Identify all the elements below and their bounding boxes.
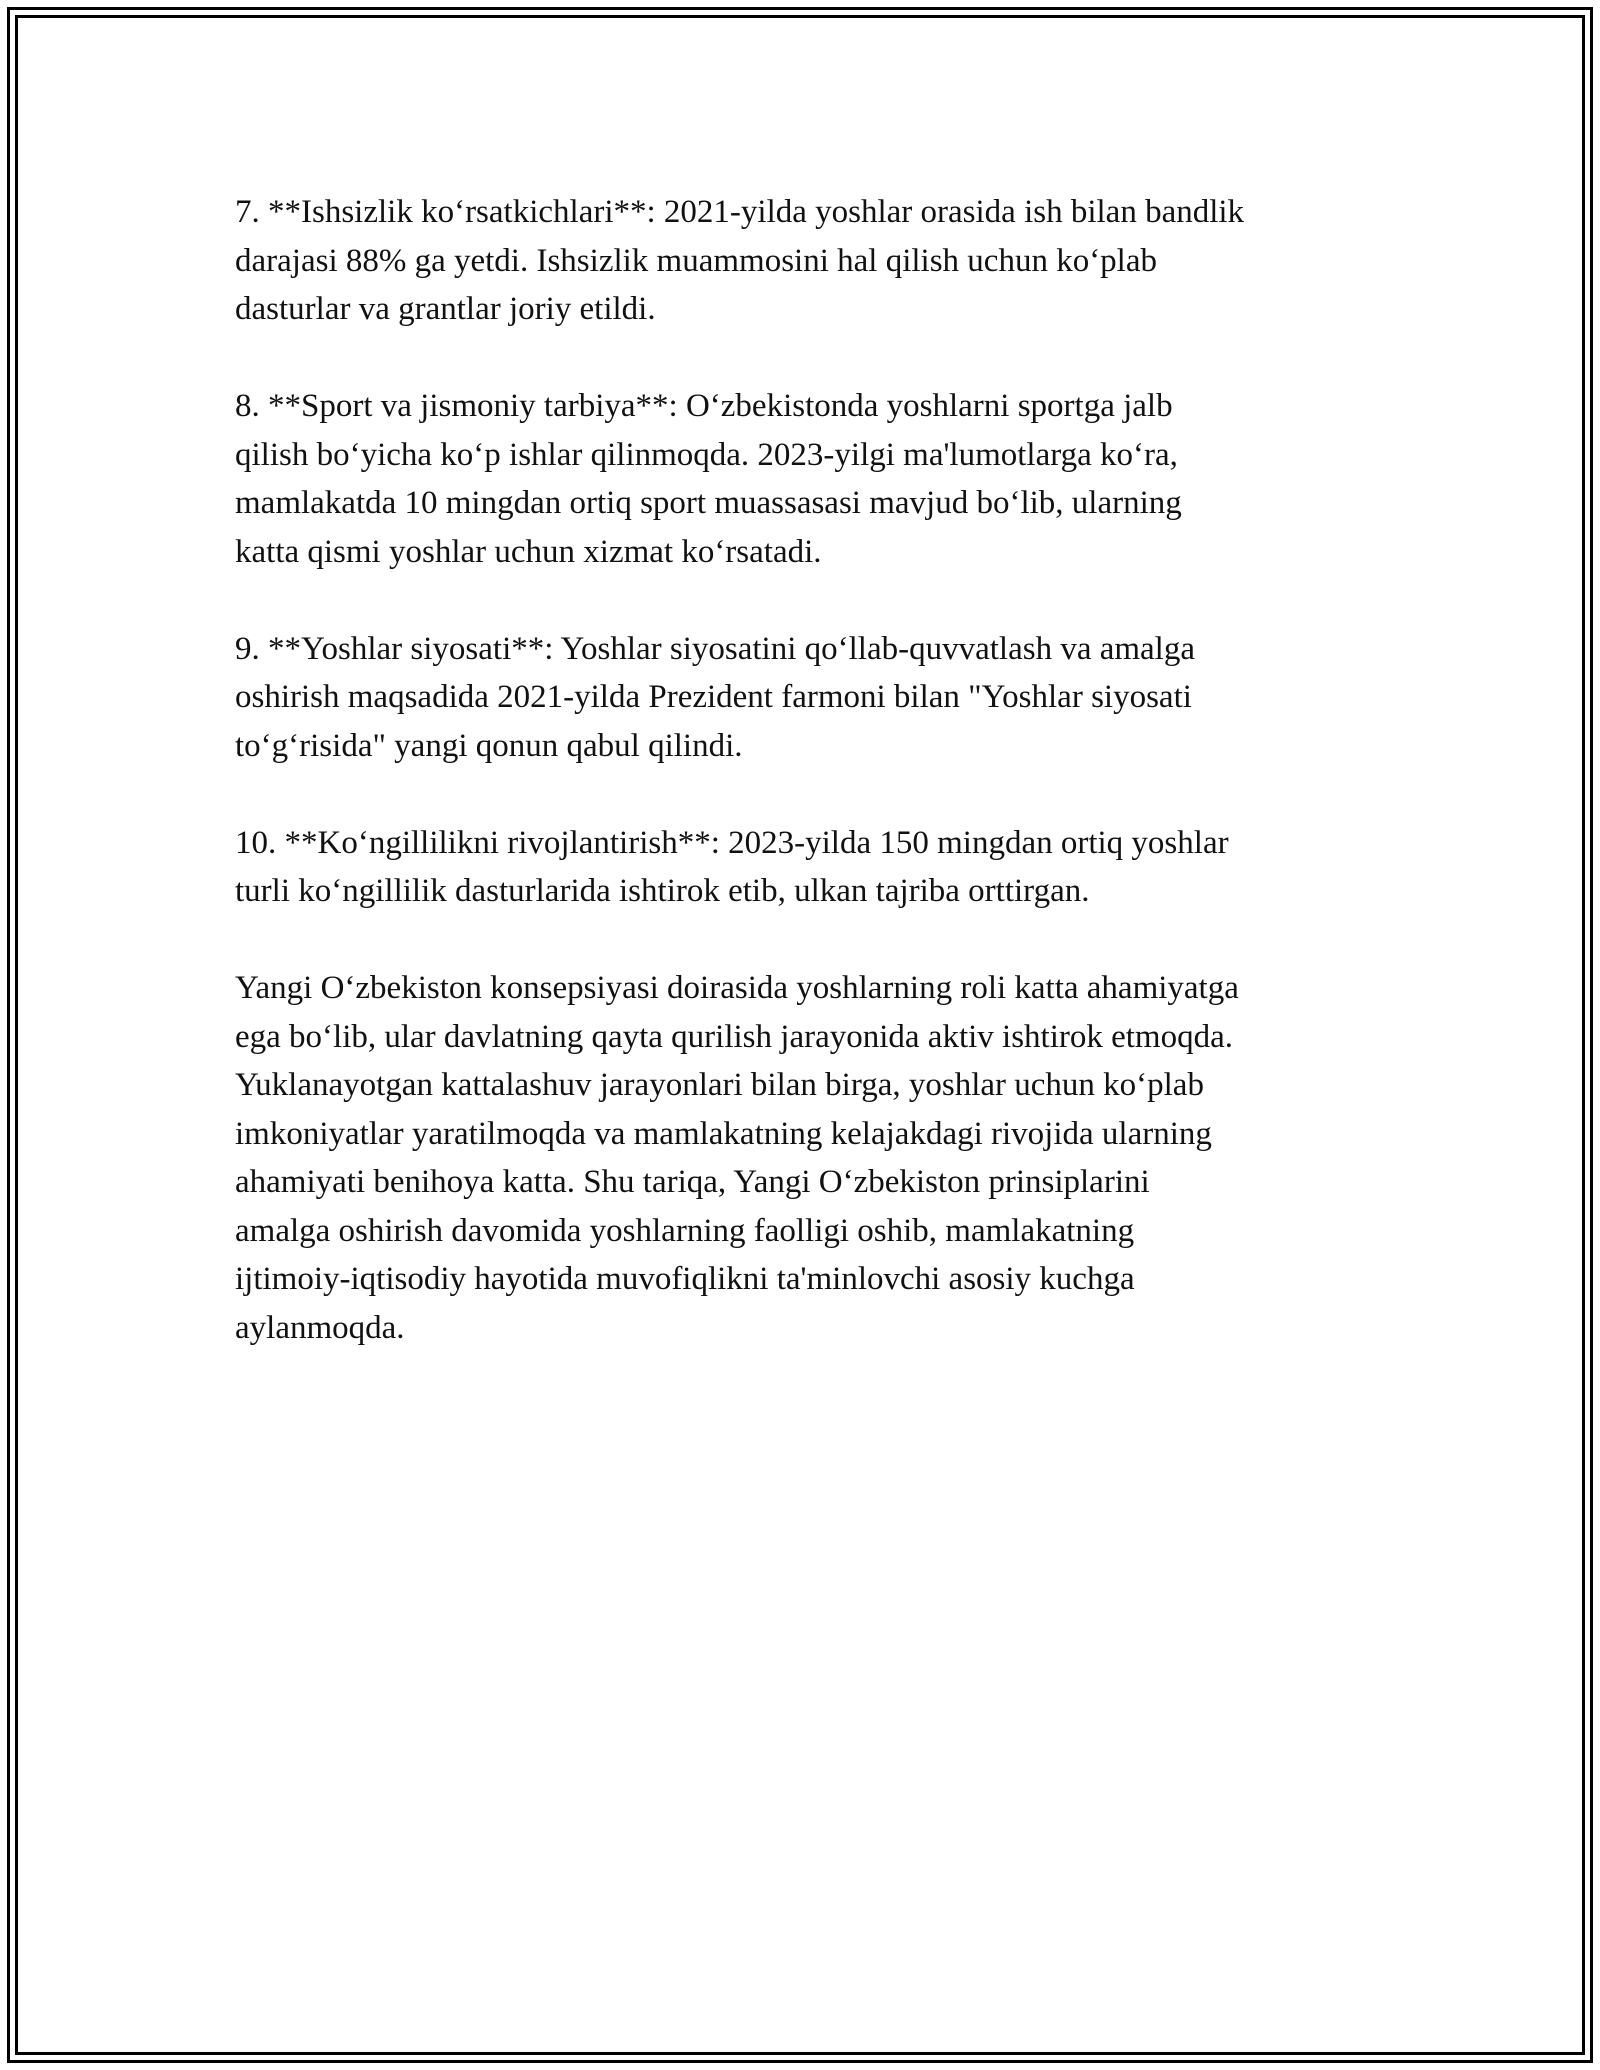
- paragraph-unemployment: 7. **Ishsizlik ko‘rsatkichlari**: 2021-yilda yoshlar orasida ish bilan bandlik darajasi 88% ga yetdi. Ishsizlik muammosini hal qilish uchun ko‘plab dasturlar va grantlar joriy etildi.: [235, 194, 1245, 327]
- paragraph-sport: 8. **Sport va jismoniy tarbiya**: O‘zbekistonda yoshlarni sportga jalb qilish bo‘yicha ko‘p ishlar qilinmoqda. 2023-yilgi ma'lumotlarga ko‘ra, mamlakatda 10 mingdan ortiq sport muassasasi mavjud bo‘lib, ularning katta qismi yoshlar uchun xizmat ko‘rsatadi.: [235, 388, 1182, 570]
- document-body: [235, 188, 1375, 1401]
- paragraph-conclusion: Yangi O‘zbekiston konsepsiyasi doirasida yoshlarning roli katta ahamiyatga ega bo‘lib, ular davlatning qayta qurilish jarayonida aktiv ishtirok etmoqda. Yuklanayotgan kattalashuv jarayonlari bilan birga, yoshlar uchun ko‘plab imkoniyatlar yaratilmoqda va mamlakatning kelajakdagi rivojida ularning ahamiyati benihoya katta. Shu tariqa, Yangi O‘zbekiston prinsiplarini amalga oshirish davomida yoshlarning faolligi oshib, mamlakatning ijtimoiy-iqtisodiy hayotida muvofiqlikni ta'minlovchi asosiy kuchga aylanmoqda.: [235, 970, 1239, 1346]
- paragraph-volunteering: 10. **Ko‘ngillilikni rivojlantirish**: 2023-yilda 150 mingdan ortiq yoshlar turli ko‘ngillilik dasturlarida ishtirok etib, ulkan tajriba orttirgan.: [235, 824, 1229, 909]
- paragraph-youth-policy: 9. **Yoshlar siyosati**: Yoshlar siyosatini qo‘llab-quvvatlash va amalga oshirish maqsadida 2021-yilda Prezident farmoni bilan "Yoshlar siyosati to‘g‘risida" yangi qonun qabul qilindi.: [235, 630, 1195, 764]
